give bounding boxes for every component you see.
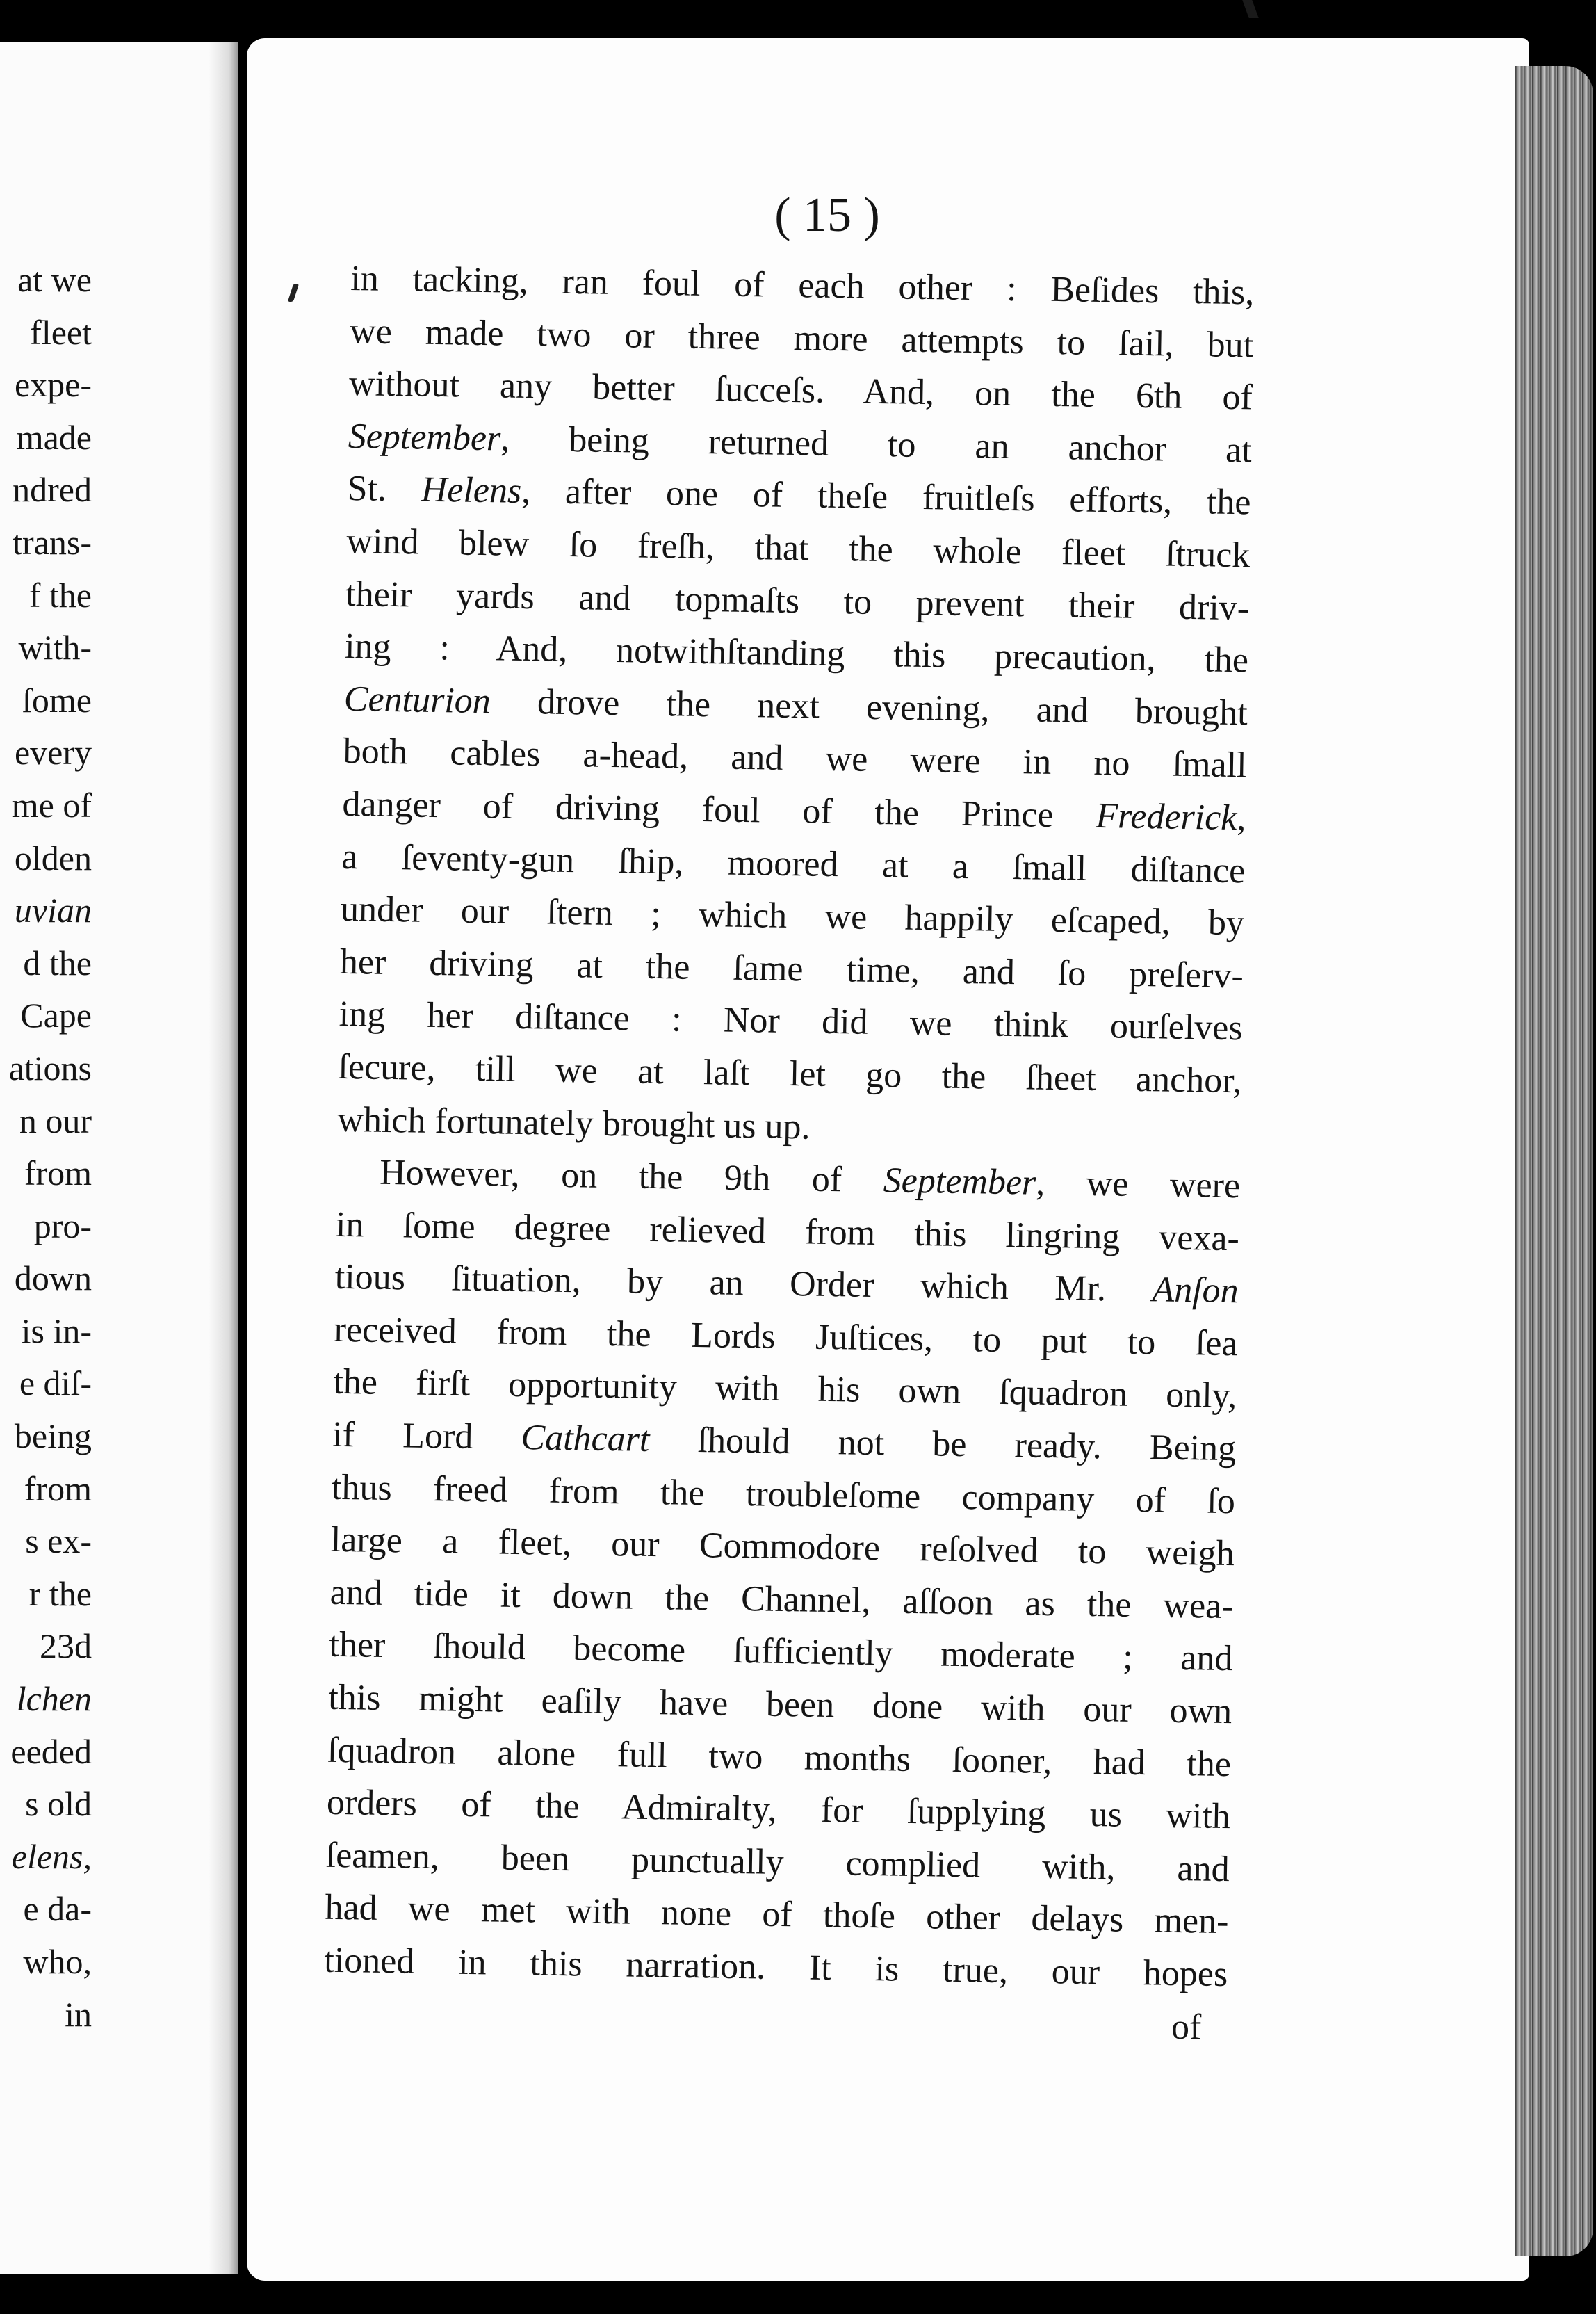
text-line: which fortunately brought us up. bbox=[336, 1099, 811, 1147]
text-line: ing : And, notwithſtanding this precaution, the bbox=[344, 626, 1249, 681]
text-line: had we met with none of thoſe other delays men- bbox=[325, 1888, 1229, 1942]
text-line: tious ſituation, by an Order which Mr. Anſon bbox=[334, 1257, 1239, 1311]
left-line: ations bbox=[8, 1048, 92, 1087]
text-line: a ſeventy-gun ſhip, moored at a ſmall diſtance bbox=[341, 836, 1246, 891]
left-line: d the bbox=[23, 943, 92, 982]
left-line: made bbox=[16, 417, 92, 457]
text-line: danger of driving foul of the Prince Frederick, bbox=[342, 784, 1246, 839]
text-line: in ſome degree relieved from this lingring vexa- bbox=[335, 1204, 1240, 1259]
left-line: f the bbox=[28, 575, 92, 615]
left-line: trans- bbox=[13, 522, 92, 562]
left-line: s old bbox=[25, 1784, 92, 1824]
text-line: and tide it down the Channel, aſſoon as the wea- bbox=[329, 1572, 1235, 1627]
text-line: ſecure, till we at laſt let go the ſheet anchor, bbox=[338, 1046, 1242, 1101]
left-line: olden bbox=[14, 838, 92, 877]
text-line: ſquadron alone full two months ſooner, had the bbox=[327, 1730, 1232, 1784]
text-line: without any better ſucceſs. And, on the 6th of bbox=[348, 364, 1253, 418]
left-line: pro- bbox=[33, 1206, 92, 1245]
left-line: Cape bbox=[20, 996, 92, 1035]
left-line: fleet bbox=[30, 312, 92, 352]
left-line: e da- bbox=[23, 1889, 92, 1929]
text-line: if Lord Cathcart ſhould not be ready. Being bbox=[332, 1414, 1237, 1469]
left-line: down bbox=[14, 1259, 92, 1298]
left-line: uvian bbox=[14, 891, 92, 930]
left-page-text bbox=[0, 254, 92, 2041]
text-line: wind blew ſo freſh, that the whole fleet ſtruck bbox=[346, 521, 1251, 576]
left-line: is in- bbox=[21, 1311, 92, 1350]
page-edge bbox=[1515, 66, 1593, 2256]
left-line: ndred bbox=[13, 470, 92, 510]
left-line: who, bbox=[23, 1942, 92, 1981]
text-line: received from the Lords Juſtices, to put to ſea bbox=[334, 1309, 1238, 1364]
text-line: we made two or three more attempts to ſail, but bbox=[349, 311, 1254, 365]
left-line: r the bbox=[28, 1573, 92, 1613]
left-line: with- bbox=[18, 628, 92, 668]
text-line: thus freed from the troubleſome company of ſo bbox=[331, 1467, 1236, 1521]
left-line: eeded bbox=[10, 1731, 92, 1771]
catchword: of bbox=[1171, 2007, 1202, 2047]
text-line: September, being returned to an anchor at bbox=[348, 416, 1253, 471]
text-line: in tacking, ran foul of each other : Beſides this, bbox=[350, 258, 1255, 313]
left-line: me of bbox=[11, 785, 92, 825]
text-line: ſeamen, been punctually complied with, and bbox=[325, 1835, 1230, 1889]
left-line: at we bbox=[17, 260, 92, 299]
left-line: expe- bbox=[14, 365, 92, 405]
text-line: under our ſtern ; which we happily eſcaped, by bbox=[340, 889, 1245, 944]
text-line: the firſt opportunity with his own ſquadron only, bbox=[333, 1362, 1237, 1416]
gutter-shadow bbox=[209, 42, 238, 2274]
text-line: However, on the 9th of September, we were bbox=[379, 1152, 1241, 1206]
text-line: this might eaſily have been done with our own bbox=[327, 1677, 1232, 1732]
text-line: ing her diſtance : Nor did we think ourſelves bbox=[339, 994, 1244, 1049]
left-line: e diſ- bbox=[19, 1364, 92, 1403]
page-number: ( 15 ) bbox=[774, 188, 880, 242]
text-line: ther ſhould become ſufficiently moderate ; and bbox=[329, 1625, 1233, 1679]
left-page bbox=[0, 42, 238, 2274]
left-line: n our bbox=[19, 1101, 92, 1140]
text-line: their yards and topmaſts to prevent their driv- bbox=[345, 574, 1250, 628]
left-line: elens, bbox=[11, 1836, 92, 1876]
left-line: lchen bbox=[16, 1679, 92, 1719]
text-line: tioned in this narration. It is true, our hopes bbox=[323, 1940, 1228, 1995]
left-line: s ex- bbox=[25, 1521, 92, 1561]
text-line: large a fleet, our Commodore reſolved to weigh bbox=[330, 1520, 1235, 1574]
left-line: from bbox=[24, 1154, 92, 1193]
left-line: from bbox=[24, 1468, 92, 1508]
left-line: in bbox=[65, 1994, 92, 2034]
text-line: St. Helens, after one of theſe fruitleſs efforts, the bbox=[347, 469, 1251, 523]
left-line: every bbox=[14, 733, 92, 772]
text-line: orders of the Admiralty, for ſupplying us with bbox=[326, 1782, 1231, 1837]
body-text bbox=[324, 252, 1255, 2001]
left-line: 23d bbox=[40, 1626, 92, 1666]
left-line: being bbox=[14, 1416, 92, 1456]
text-line: both cables a-head, and we were in no ſmall bbox=[343, 731, 1248, 786]
text-line: Centurion drove the next evening, and brought bbox=[343, 679, 1248, 734]
text-line: her driving at the ſame time, and ſo preſerv- bbox=[339, 941, 1244, 996]
corner-mark bbox=[1242, 0, 1258, 18]
left-line: ſome bbox=[22, 680, 92, 720]
